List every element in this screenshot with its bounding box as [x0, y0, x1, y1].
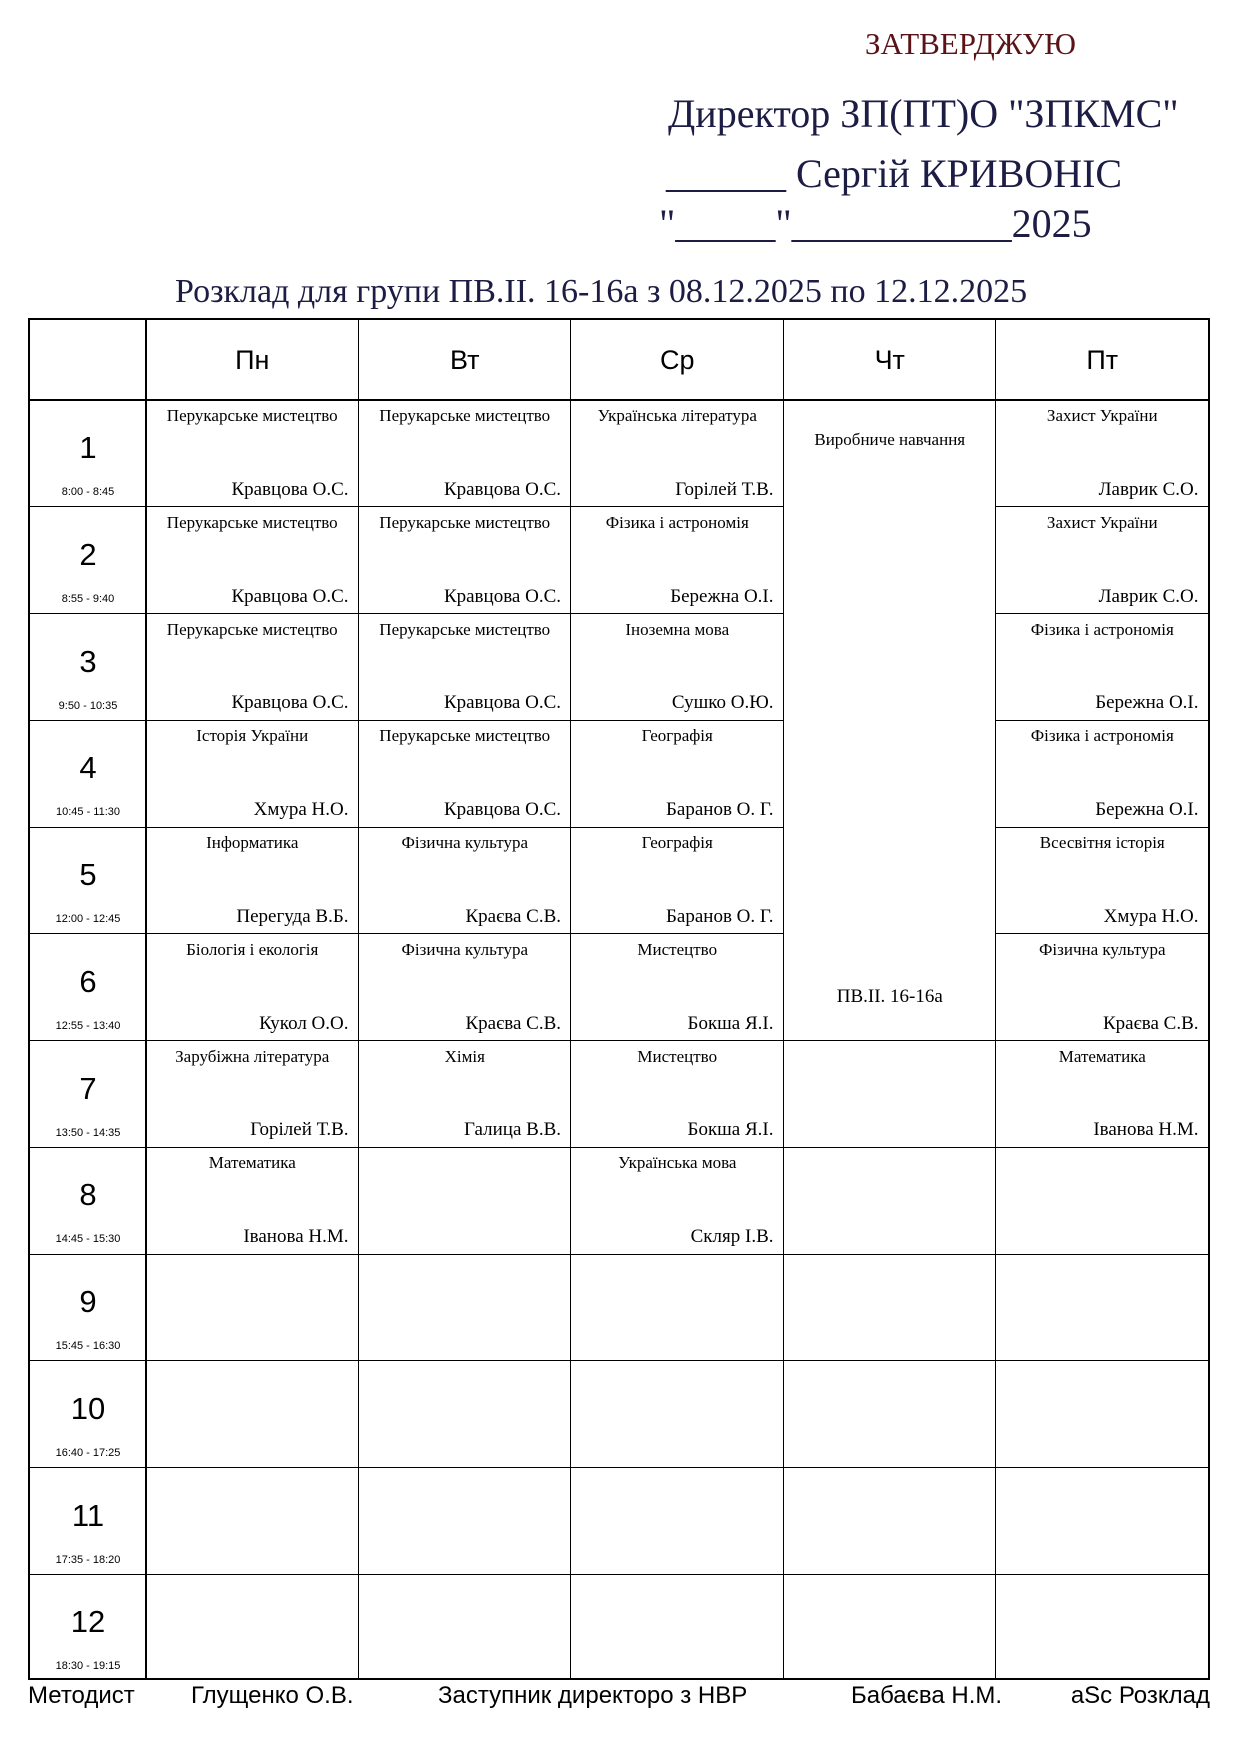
lesson-cell: [571, 827, 784, 934]
lesson-subject: Захист України: [1046, 512, 1158, 532]
methodist-label: Методист: [28, 1682, 135, 1709]
director-signature-line: ______ Сергій КРИВОНІС: [666, 151, 1123, 196]
period-number: 4: [79, 750, 97, 786]
lesson-cell: [571, 1147, 784, 1254]
lesson-subject: Мистецтво: [637, 939, 718, 959]
period-number: 12: [70, 1604, 106, 1640]
lesson-teacher: Кравцова О.С.: [443, 585, 561, 607]
lesson-cell: [359, 934, 572, 1041]
period-time: 8:55 - 9:40: [61, 592, 115, 605]
day-header: Ср: [659, 345, 695, 375]
approval-date-line: "_____"___________2025: [659, 201, 1092, 246]
lesson-subject: Інформатика: [206, 833, 299, 852]
lesson-subject: Перукарське мистецтво: [379, 726, 551, 746]
lesson-teacher: Лаврик С.О.: [1098, 585, 1199, 607]
lesson-cell: [359, 614, 572, 721]
lesson-subject: Українська мова: [618, 1153, 737, 1173]
lesson-cell: [146, 507, 359, 614]
lesson-teacher: Сушко О.Ю.: [671, 692, 774, 714]
lesson-subject: Зарубіжна література: [175, 1046, 330, 1066]
lesson-teacher: Галица В.В.: [464, 1119, 561, 1141]
period-number: 2: [79, 536, 97, 572]
lesson-subject: Біологія і екологія: [186, 939, 319, 959]
period-time: 9:50 - 10:35: [58, 699, 118, 712]
lesson-teacher: Хмура Н.О.: [253, 799, 349, 820]
day-header: Пт: [1086, 345, 1119, 375]
lesson-subject: Захист України: [1046, 406, 1158, 425]
lesson-subject: Перукарське мистецтво: [166, 512, 338, 532]
practical-training-group: ПВ.ІІ. 16-16а: [836, 985, 943, 1007]
lesson-subject: Перукарське мистецтво: [166, 619, 338, 639]
lesson-subject: Перукарське мистецтво: [379, 619, 551, 639]
period-time: 18:30 - 19:15: [55, 1660, 121, 1673]
lesson-subject: Фізична культура: [401, 833, 529, 852]
lesson-teacher: Краєва С.В.: [465, 905, 561, 927]
timetable-grid: [28, 318, 1210, 1680]
lesson-teacher: Іванова Н.М.: [243, 1226, 349, 1247]
lesson-cell: [996, 1041, 1209, 1148]
approval-heading: ЗАТВЕРДЖУЮ: [865, 26, 1076, 61]
lesson-cell: [359, 827, 572, 934]
lesson-cell: [146, 720, 359, 827]
deputy-label: Заступник директоро з НВР: [438, 1682, 748, 1709]
lesson-subject: Фізика і астрономія: [1030, 726, 1174, 746]
lesson-cell: [359, 507, 572, 614]
lesson-cell: [359, 720, 572, 827]
lesson-teacher: Кравцова О.С.: [231, 692, 349, 714]
lesson-teacher: Бережна О.І.: [670, 585, 774, 607]
lesson-teacher: Кравцова О.С.: [231, 585, 349, 607]
lesson-subject: Математика: [1058, 1046, 1146, 1066]
page-title: Розклад для групи ПВ.ІІ. 16-16а з 08.12.2025 по 12.12.2025: [175, 273, 1028, 310]
lesson-subject: Географія: [641, 726, 713, 746]
lesson-teacher: Бережна О.І.: [1095, 799, 1199, 820]
lesson-teacher: Кравцова О.С.: [443, 692, 561, 714]
lesson-cell: [146, 1041, 359, 1148]
lesson-cell: [996, 720, 1209, 827]
period-time: 16:40 - 17:25: [55, 1446, 121, 1459]
grid-line-horizontal: [30, 1574, 1208, 1575]
lesson-cell: [146, 614, 359, 721]
lesson-teacher: Бережна О.І.: [1095, 692, 1199, 714]
period-number: 8: [79, 1177, 97, 1213]
lesson-teacher: Кравцова О.С.: [231, 478, 349, 500]
lesson-subject: Перукарське мистецтво: [379, 512, 551, 532]
lesson-teacher: Перегуда В.Б.: [236, 905, 349, 927]
lesson-cell: [571, 934, 784, 1041]
practical-training-subject: Виробниче навчання: [814, 430, 966, 449]
lesson-teacher: Іванова Н.М.: [1093, 1119, 1199, 1141]
methodist-name: Глущенко О.В.: [191, 1682, 354, 1709]
period-time: 12:00 - 12:45: [55, 913, 121, 925]
grid-line-horizontal: [30, 1467, 1208, 1468]
period-number: 7: [79, 1070, 97, 1106]
period-number: 5: [79, 857, 97, 892]
lesson-teacher: Лаврик С.О.: [1098, 478, 1199, 500]
period-time: 17:35 - 18:20: [55, 1553, 121, 1566]
period-number: 3: [79, 643, 97, 679]
lesson-teacher: Горілей Т.В.: [250, 1119, 349, 1141]
day-header: Чт: [874, 345, 905, 375]
period-number: 9: [79, 1284, 97, 1319]
period-time: 12:55 - 13:40: [55, 1019, 121, 1032]
lesson-cell: [996, 400, 1209, 507]
lesson-cell: [146, 400, 359, 507]
lesson-cell: [996, 614, 1209, 721]
lesson-cell: [571, 720, 784, 827]
lesson-teacher: Краєва С.В.: [465, 1012, 561, 1034]
lesson-subject: Історія України: [196, 726, 309, 746]
lesson-cell: [359, 1041, 572, 1148]
period-time: 10:45 - 11:30: [55, 806, 120, 819]
lesson-subject: Математика: [208, 1153, 296, 1173]
lesson-teacher: Горілей Т.В.: [675, 478, 774, 500]
lesson-teacher: Кравцова О.С.: [443, 478, 561, 500]
period-number: 11: [71, 1497, 105, 1533]
lesson-subject: Перукарське мистецтво: [379, 406, 551, 425]
period-time: 8:00 - 8:45: [61, 486, 115, 498]
lesson-teacher: Хмура Н.О.: [1103, 905, 1199, 927]
lesson-teacher: Бокша Я.І.: [687, 1119, 774, 1141]
lesson-subject: Всесвітня історія: [1039, 833, 1165, 852]
period-number: 1: [79, 430, 97, 465]
lesson-teacher: Кукол О.О.: [259, 1012, 349, 1034]
period-number: 6: [79, 963, 97, 999]
lesson-teacher: Кравцова О.С.: [443, 799, 561, 820]
lesson-teacher: Бокша Я.І.: [687, 1012, 774, 1034]
lesson-teacher: Скляр І.В.: [690, 1226, 774, 1247]
lesson-cell: [146, 827, 359, 934]
lesson-cell: [996, 507, 1209, 614]
lesson-teacher: Краєва С.В.: [1102, 1012, 1199, 1034]
lesson-subject: Фізична культура: [1038, 939, 1166, 959]
lesson-subject: Мистецтво: [637, 1046, 718, 1066]
software-credit: aSc Розклад: [1070, 1682, 1210, 1709]
lesson-subject: Іноземна мова: [625, 619, 730, 639]
lesson-teacher: Баранов О. Г.: [666, 799, 774, 820]
grid-line-horizontal: [30, 1360, 1208, 1361]
period-time: 13:50 - 14:35: [55, 1126, 121, 1139]
lesson-cell: [996, 934, 1209, 1041]
lesson-cell: [146, 934, 359, 1041]
lesson-subject: Фізична культура: [401, 939, 529, 959]
period-time: 14:45 - 15:30: [55, 1233, 121, 1246]
lesson-cell: [359, 400, 572, 507]
lesson-subject: Перукарське мистецтво: [166, 406, 338, 425]
lesson-cell: [146, 1147, 359, 1254]
lesson-subject: Фізика і астрономія: [1030, 619, 1174, 639]
lesson-subject: Географія: [641, 833, 713, 852]
lesson-teacher: Баранов О. Г.: [666, 905, 774, 927]
period-time: 15:45 - 16:30: [55, 1340, 121, 1352]
period-number: 10: [70, 1390, 106, 1426]
lesson-cell: [996, 827, 1209, 934]
lesson-cell: [571, 1041, 784, 1148]
lesson-subject: Хімія: [444, 1046, 485, 1066]
deputy-name: Бабаєва Н.М.: [851, 1682, 1003, 1709]
day-header: Вт: [450, 345, 480, 375]
lesson-subject: Фізика і астрономія: [605, 512, 749, 532]
footer: [28, 1682, 1210, 1714]
lesson-cell: [571, 507, 784, 614]
day-header: Пн: [235, 345, 270, 375]
lesson-subject: Українська література: [597, 406, 757, 425]
director-title: Директор ЗП(ПТ)О "ЗПКМС": [668, 91, 1179, 136]
lesson-cell: [571, 614, 784, 721]
lesson-cell: [571, 400, 784, 507]
